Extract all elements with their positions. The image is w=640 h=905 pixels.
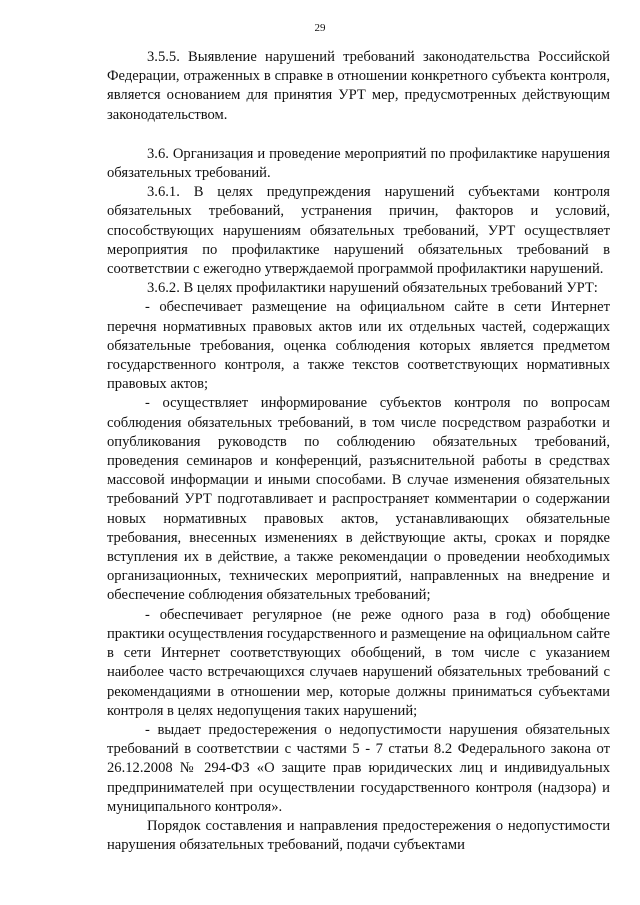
document-body xyxy=(107,48,610,855)
list-item-generalization: - обеспечивает регулярное (не реже одного раза в год) обобщение практики осуществления государственного и размещение на официальном сайте в сети Интернет соответствующих обобщений, в том числе с указанием наиболее часто встречающихся случаев нарушений обязательных требований с рекомендациями в отношении мер, которые должны приниматься субъектами контроля в целях недопущения таких нарушений; xyxy=(107,606,610,719)
list-item-publication: - обеспечивает размещение на официальном сайте в сети Интернет перечня нормативных правовых актов или их отдельных частей, содержащих обязательные требования, оценка соблюдения которых является предметом государственного контроля, а также текстов соответствующих нормативных правовых актов; xyxy=(107,299,610,393)
page-number: 29 xyxy=(314,22,326,34)
paragraph-procedure: Порядок составления и направления предостережения о недопустимости нарушения обязательных требований, подачи субъектами xyxy=(107,817,610,854)
paragraph-3-5-5: 3.5.5. Выявление нарушений требований законодательства Российской Федерации, отраженных в справке в отношении конкретного субъекта контроля, является основанием для принятия УРТ мер, предусмотренных действующим законодательством. xyxy=(107,49,610,123)
list-item-warnings: - выдает предостережения о недопустимости нарушения обязательных требований в соответствии с частями 5 - 7 статьи 8.2 Федерального закона от 26.12.2008 № 294-ФЗ «О защите прав юридических лиц и индивидуальных предпринимателей при осуществлении государственного контроля (надзора) и муниципального контроля». xyxy=(107,721,610,815)
section-heading-3-6: 3.6. Организация и проведение мероприятий по профилактике нарушения обязательных требований. xyxy=(107,145,610,182)
paragraph-3-6-2: 3.6.2. В целях профилактики нарушений обязательных требований УРТ: xyxy=(147,280,598,297)
paragraph-spacer xyxy=(107,125,610,145)
paragraph-3-6-1: 3.6.1. В целях предупреждения нарушений субъектами контроля обязательных требований, устранения причин, факторов и условий, способствующих нарушениям обязательных требований, УРТ осуществляет мероприятия по профилактике нарушений обязательных требований в соответствии с ежегодно утверждаемой программой профилактики нарушений. xyxy=(107,184,610,278)
list-item-informing: - осуществляет информирование субъектов контроля по вопросам соблюдения обязательных требований, в том числе посредством разработки и опубликования руководств по соблюдению обязательных требований, проведения семинаров и конференций, разъяснительной работы в средствах массовой информации и иными способами. В случае изменения обязательных требований УРТ подготавливает и распространяет комментарии о содержании новых нормативных правовых актов, устанавливающих обязательные требования, внесенных изменениях в действующие акты, сроках и порядке вступления их в действие, а также рекомендации о проведении необходимых организационных, технических мероприятий, направленных на внедрение и обеспечение соблюдения обязательных требований; xyxy=(107,395,610,604)
